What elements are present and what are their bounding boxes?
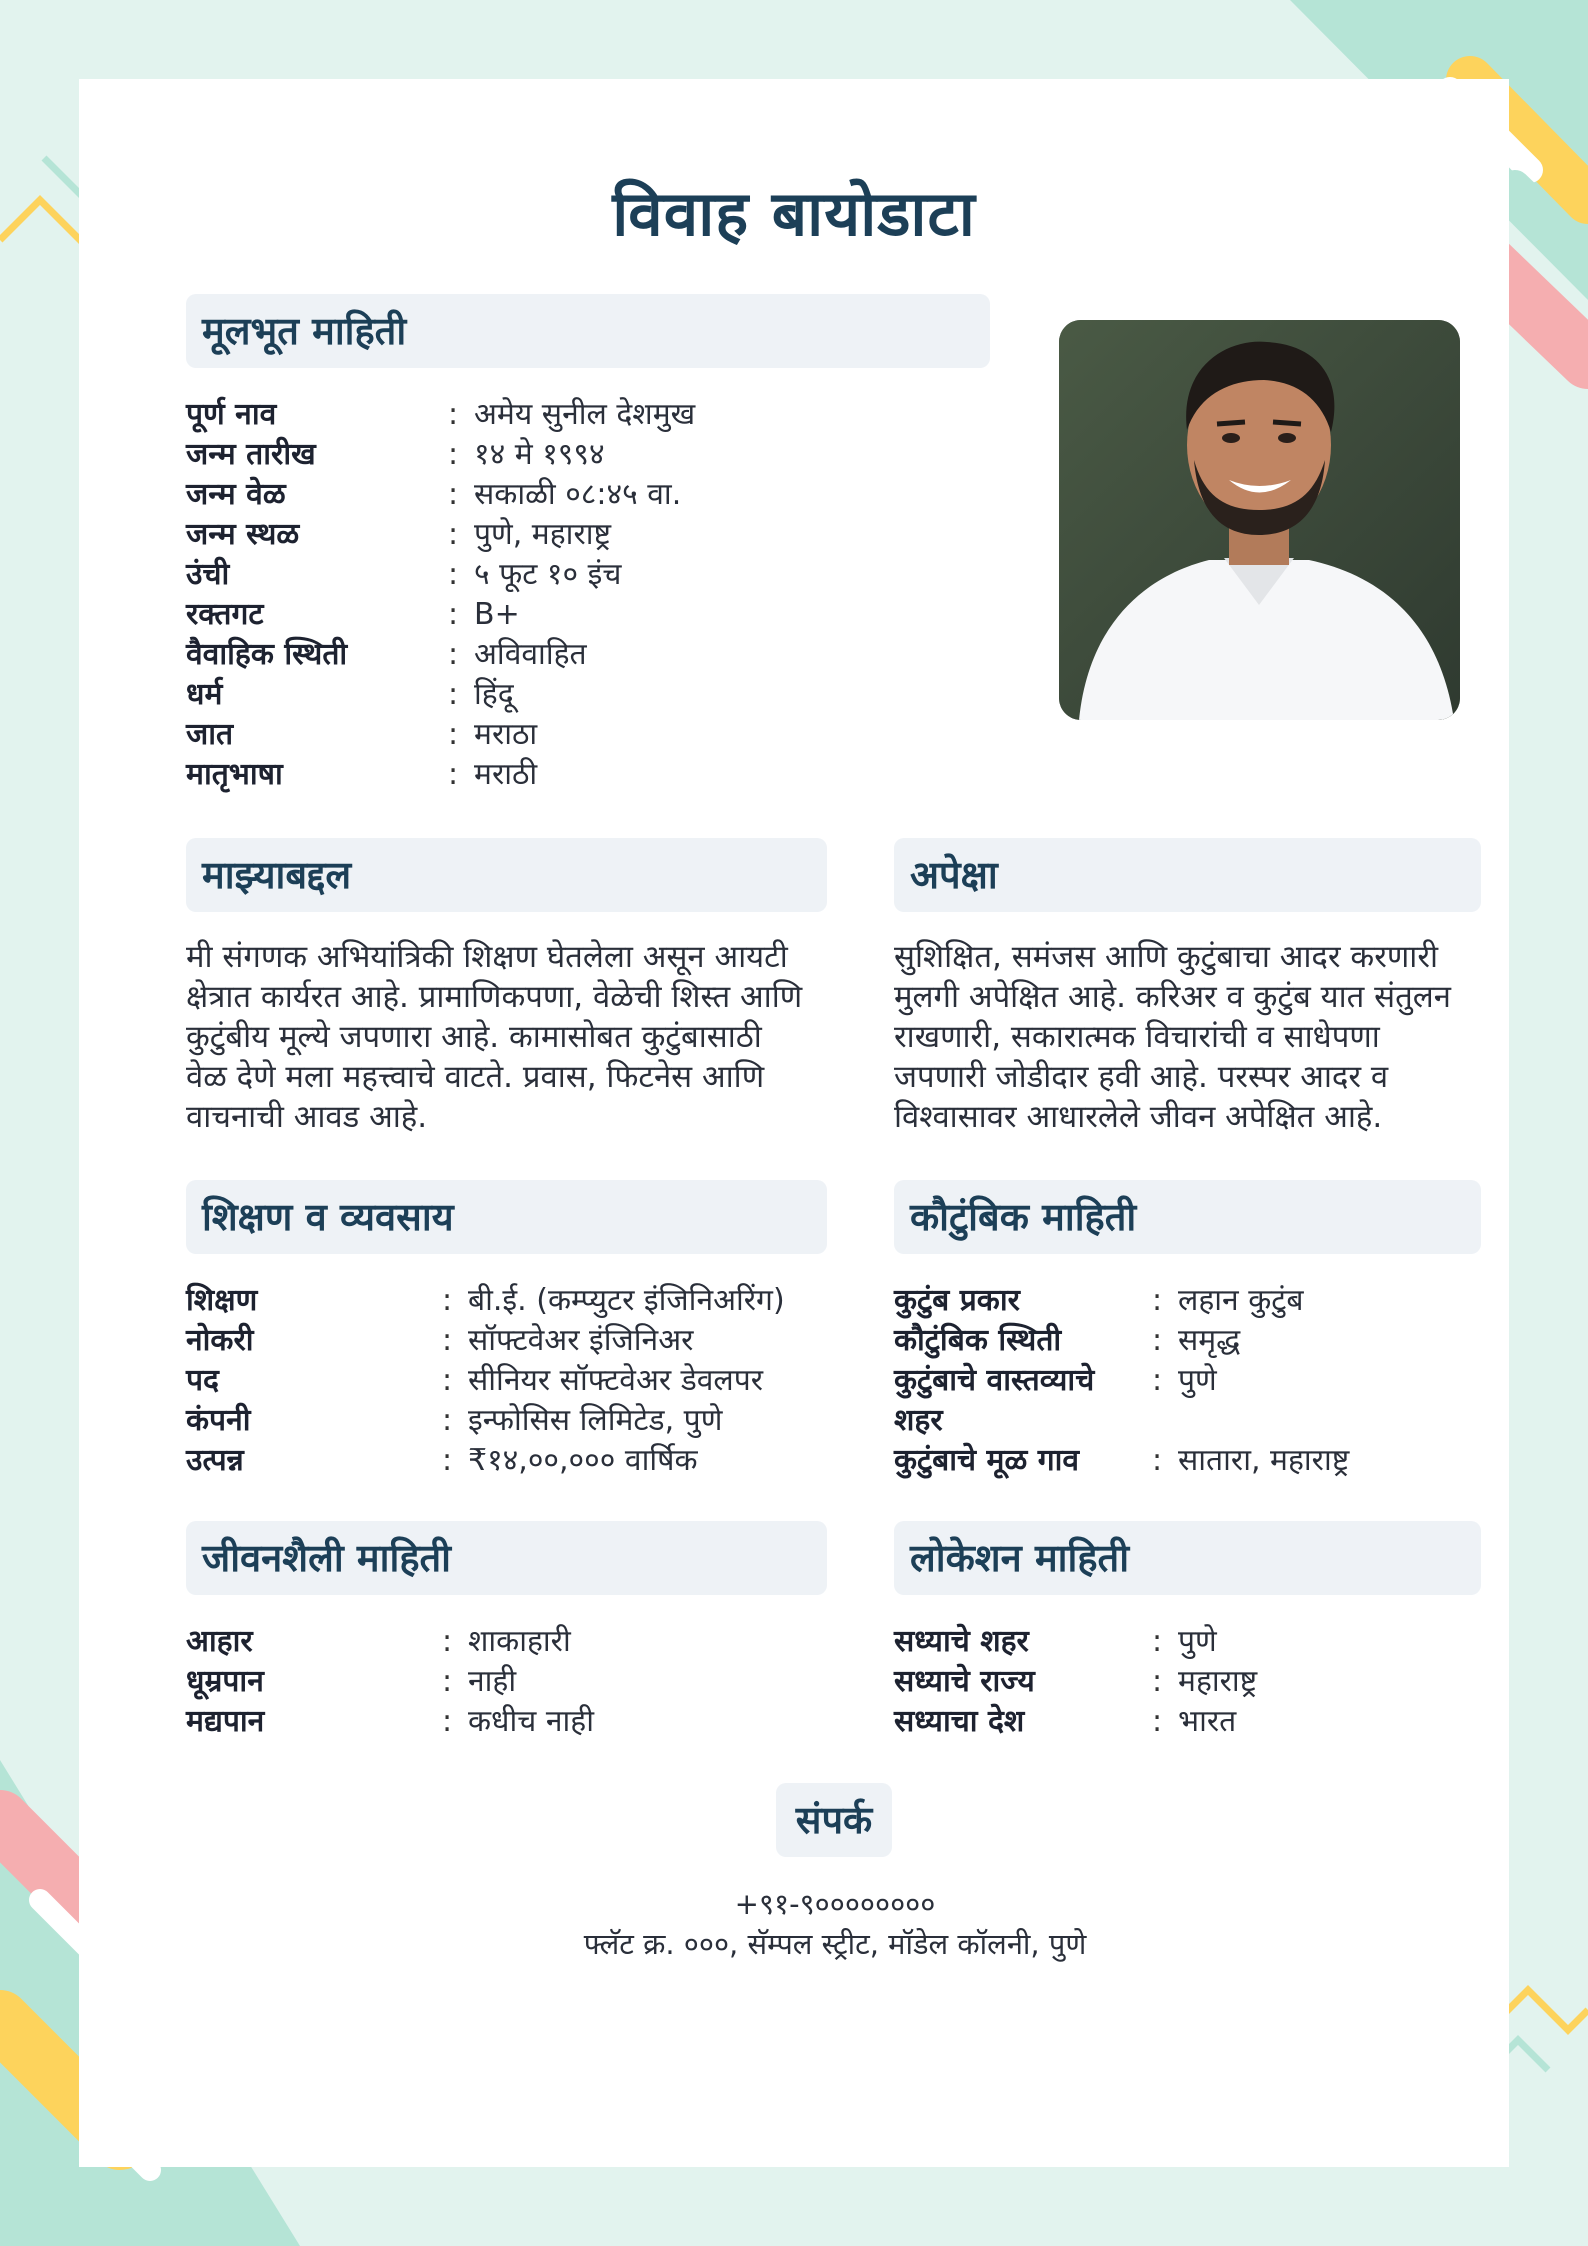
field-label: जन्म वेळ xyxy=(186,477,286,512)
separator: : xyxy=(448,557,459,592)
contact-phone: +९१-९०००००००० xyxy=(734,1887,936,1921)
separator: : xyxy=(1152,1363,1163,1398)
about-text xyxy=(186,937,846,1137)
separator: : xyxy=(1152,1624,1163,1659)
field-value: पुणे xyxy=(1178,1624,1217,1659)
field-label: सध्याचे राज्य xyxy=(894,1664,1035,1699)
field-label: नोकरी xyxy=(186,1323,254,1358)
lifestyle-row xyxy=(186,1702,836,1742)
separator: : xyxy=(448,757,459,792)
separator: : xyxy=(1152,1283,1163,1318)
field-value: अमेय सुनील देशमुख xyxy=(474,397,696,432)
field-label: शिक्षण xyxy=(186,1283,258,1318)
basic-info-row xyxy=(186,435,746,475)
about-line: क्षेत्रात कार्यरत आहे. प्रामाणिकपणा, वेळेची शिस्त आणि xyxy=(186,979,803,1015)
field-value: पुणे xyxy=(1178,1363,1217,1398)
lifestyle-heading: जीवनशैली माहिती xyxy=(186,1521,827,1595)
basic-info-row xyxy=(186,595,746,635)
expectations-line: मुलगी अपेक्षित आहे. करिअर व कुटुंब यात संतुलन xyxy=(894,979,1452,1015)
about-line: वेळ देणे मला महत्त्वाचे वाटते. प्रवास, फिटनेस आणि xyxy=(186,1059,765,1095)
expectations-line: सुशिक्षित, समंजस आणि कुटुंबाचा आदर करणारी xyxy=(894,939,1439,975)
expectations-line: जपणारी जोडीदार हवी आहे. परस्पर आदर व xyxy=(894,1059,1389,1095)
field-value: अविवाहित xyxy=(474,637,587,672)
education-row xyxy=(186,1401,836,1441)
field-value: लहान कुटुंब xyxy=(1178,1283,1304,1318)
field-value: सॉफ्टवेअर इंजिनिअर xyxy=(468,1323,694,1358)
separator: : xyxy=(1152,1323,1163,1358)
basic-info-row xyxy=(186,635,746,675)
family-row xyxy=(894,1281,1484,1321)
field-label: पद xyxy=(186,1363,219,1398)
basic-info-row xyxy=(186,515,746,555)
expectations-text xyxy=(894,937,1494,1137)
expectations-line: विश्वासावर आधारलेले जीवन अपेक्षित आहे. xyxy=(894,1099,1383,1135)
field-label: जात xyxy=(186,717,234,752)
basic-info-row xyxy=(186,715,746,755)
expectations-heading: अपेक्षा xyxy=(894,838,1481,912)
field-label: मद्यपान xyxy=(186,1704,265,1739)
education-row xyxy=(186,1441,836,1481)
about-line: कुटुंबीय मूल्ये जपणारा आहे. कामासोबत कुटुंबासाठी xyxy=(186,1019,762,1055)
field-value: मराठा xyxy=(474,717,538,752)
field-label: कुटुंबाचे वास्तव्याचे शहर xyxy=(894,1363,1095,1438)
field-value: सातारा, महाराष्ट्र xyxy=(1178,1443,1350,1478)
family-list xyxy=(894,1281,1484,1481)
field-label: उत्पन्न xyxy=(186,1443,244,1478)
field-value: ₹१४,००,००० वार्षिक xyxy=(468,1443,698,1478)
field-value: हिंदू xyxy=(474,677,514,712)
field-label: धूम्रपान xyxy=(186,1664,264,1699)
separator: : xyxy=(442,1443,453,1478)
field-value: शाकाहारी xyxy=(468,1624,571,1659)
family-row xyxy=(894,1441,1484,1481)
field-value: १४ मे १९९४ xyxy=(474,437,605,472)
field-value: इन्फोसिस लिमिटेड, पुणे xyxy=(468,1403,723,1438)
field-value: सकाळी ०८:४५ वा. xyxy=(474,477,682,512)
separator: : xyxy=(448,517,459,552)
field-value: महाराष्ट्र xyxy=(1178,1664,1258,1699)
separator: : xyxy=(448,717,459,752)
about-line: वाचनाची आवड आहे. xyxy=(186,1099,428,1135)
basic-info-row xyxy=(186,555,746,595)
field-label: सध्याचे शहर xyxy=(894,1624,1029,1659)
about-heading: माझ्याबद्दल xyxy=(186,838,827,912)
education-heading: शिक्षण व व्यवसाय xyxy=(186,1180,827,1254)
field-label: सध्याचा देश xyxy=(894,1704,1025,1739)
location-heading: लोकेशन माहिती xyxy=(894,1521,1481,1595)
lifestyle-list xyxy=(186,1622,836,1742)
family-row xyxy=(894,1361,1484,1441)
field-label: जन्म तारीख xyxy=(186,437,316,472)
separator: : xyxy=(448,597,459,632)
field-value: समृद्ध xyxy=(1178,1323,1241,1358)
education-row xyxy=(186,1321,836,1361)
location-row xyxy=(894,1662,1484,1702)
separator: : xyxy=(1152,1704,1163,1739)
field-label: कुटुंब प्रकार xyxy=(894,1283,1020,1318)
education-row xyxy=(186,1361,836,1401)
field-value: B+ xyxy=(474,597,520,632)
education-row xyxy=(186,1281,836,1321)
field-label: धर्म xyxy=(186,677,223,712)
field-label: कंपनी xyxy=(186,1403,251,1438)
family-row xyxy=(894,1321,1484,1361)
page-title: विवाह बायोडाटा xyxy=(612,177,976,250)
lifestyle-row xyxy=(186,1662,836,1702)
location-list xyxy=(894,1622,1484,1742)
separator: : xyxy=(442,1323,453,1358)
expectations-line: राखणारी, सकारात्मक विचारांची व साधेपणा xyxy=(894,1019,1380,1055)
field-value: पुणे, महाराष्ट्र xyxy=(474,517,612,552)
separator: : xyxy=(448,397,459,432)
separator: : xyxy=(442,1283,453,1318)
field-value: बी.ई. (कम्प्युटर इंजिनिअरिंग) xyxy=(468,1283,785,1318)
field-label: आहार xyxy=(186,1624,253,1659)
separator: : xyxy=(1152,1664,1163,1699)
family-heading: कौटुंबिक माहिती xyxy=(894,1180,1481,1254)
contact-heading: संपर्क xyxy=(776,1783,892,1857)
lifestyle-row xyxy=(186,1622,836,1662)
field-value: नाही xyxy=(468,1664,517,1699)
separator: : xyxy=(1152,1443,1163,1478)
separator: : xyxy=(448,477,459,512)
field-label: मातृभाषा xyxy=(186,757,283,792)
field-label: कौटुंबिक स्थिती xyxy=(894,1323,1062,1358)
location-row xyxy=(894,1622,1484,1662)
profile-photo xyxy=(1059,320,1460,720)
field-label: पूर्ण नाव xyxy=(186,397,277,432)
field-value: भारत xyxy=(1178,1704,1237,1739)
location-row xyxy=(894,1702,1484,1742)
field-label: जन्म स्थळ xyxy=(186,517,300,552)
field-value: सीनियर सॉफ्टवेअर डेवलपर xyxy=(468,1363,764,1398)
field-value: मराठी xyxy=(474,757,538,792)
separator: : xyxy=(448,677,459,712)
basic-info-row xyxy=(186,475,746,515)
separator: : xyxy=(448,637,459,672)
field-value: ५ फूट १० इंच xyxy=(474,557,622,592)
contact-address: फ्लॅट क्र. ०००, सॅम्पल स्ट्रीट, मॉडेल कॉलनी, पुणे xyxy=(583,1927,1087,1961)
basic-info-row xyxy=(186,395,746,435)
field-label: कुटुंबाचे मूळ गाव xyxy=(894,1443,1080,1478)
field-value: कधीच नाही xyxy=(468,1704,594,1739)
separator: : xyxy=(448,437,459,472)
separator: : xyxy=(442,1704,453,1739)
field-label: वैवाहिक स्थिती xyxy=(186,637,348,672)
separator: : xyxy=(442,1624,453,1659)
field-label: उंची xyxy=(186,557,230,592)
basic-info-list xyxy=(186,395,746,795)
basic-info-row xyxy=(186,755,746,795)
separator: : xyxy=(442,1403,453,1438)
about-line: मी संगणक अभियांत्रिकी शिक्षण घेतलेला असून आयटी xyxy=(186,939,788,975)
field-label: रक्तगट xyxy=(186,597,264,632)
education-list xyxy=(186,1281,836,1481)
separator: : xyxy=(442,1664,453,1699)
basic-info-heading: मूलभूत माहिती xyxy=(186,294,990,368)
basic-info-row xyxy=(186,675,746,715)
separator: : xyxy=(442,1363,453,1398)
